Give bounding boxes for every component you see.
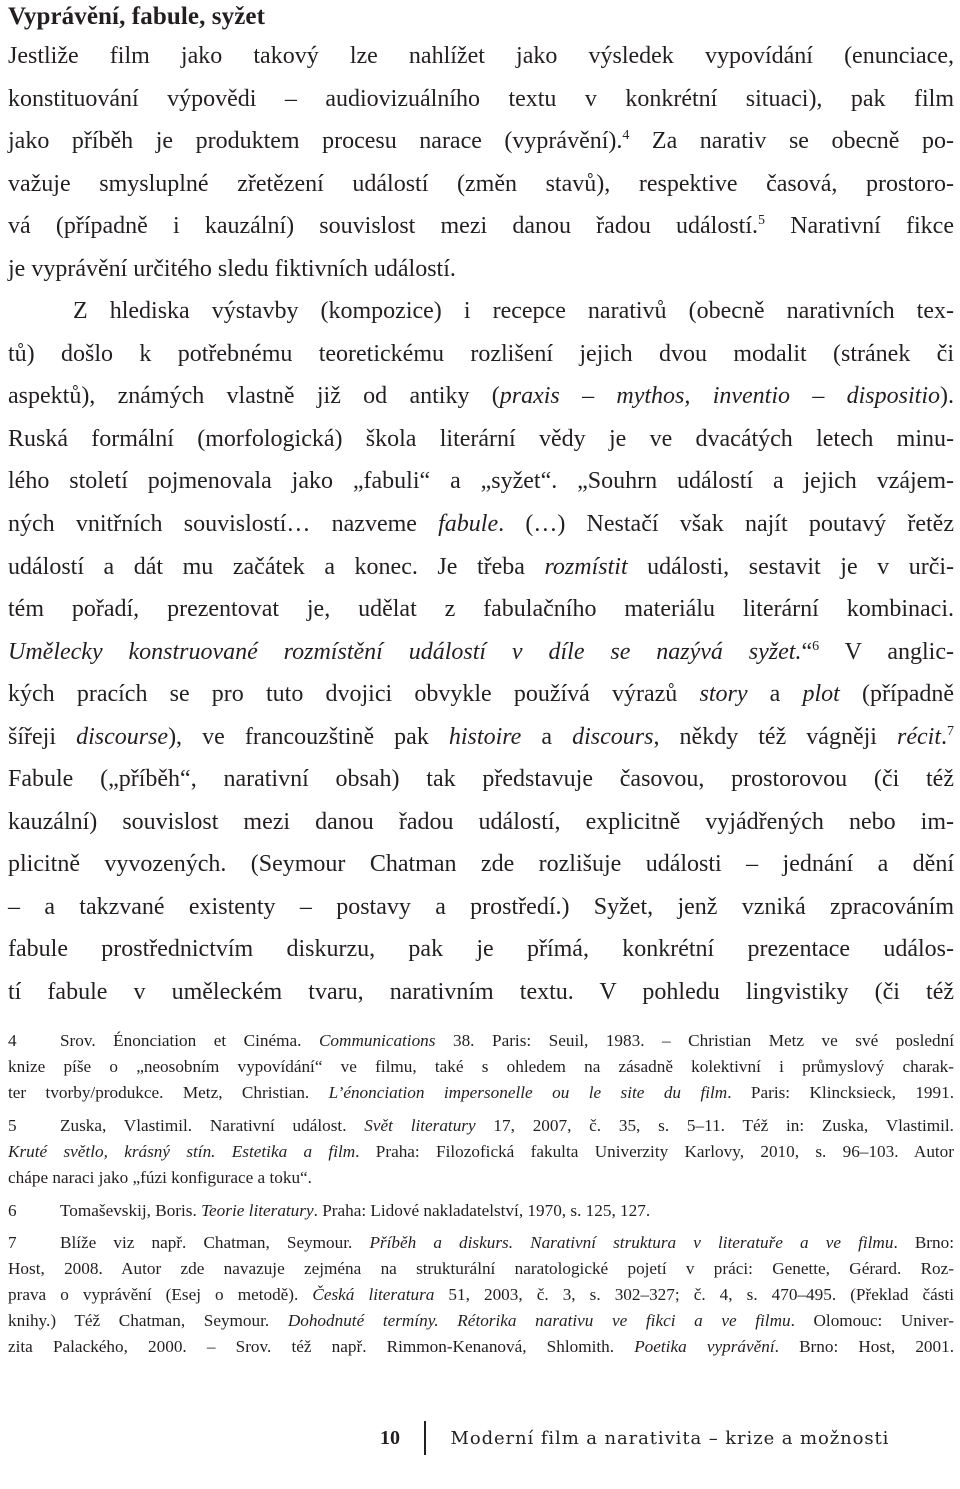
body-line: lého století pojmenovala jako „fabuli“ a „syžet“. „Souhrn událostí a jejich vzájem- (8, 468, 954, 495)
body-line: Fabule („příběh“, narativní obsah) tak představuje časovou, prostorovou (či též (8, 766, 954, 793)
body-line: tů) došlo k potřebnému teoretickému rozlišení jejich dvou modalit (stránek či (8, 340, 954, 367)
footnote-4: 4 Srov. Énonciation et Cinéma. Communications 38. Paris: Seuil, 1983. – Christian Metz ve své poslední knize píše o „neosobním vypovídání“ ve filmu, také s ohledem na zásadně kolektivní i průmyslový charak- ter tvorby/produkce. Metz, Christian. L’énonciation impersonelle ou le site du film. Paris: Klincksieck, 1991. (8, 1028, 954, 1106)
body-line: Ruská formální (morfologická) škola literární vědy je ve dvacátých letech minu- (8, 425, 954, 452)
footnote-7: 7 Blíže viz např. Chatman, Seymour. Příběh a diskurs. Narativní struktura v literatuře a ve filmu. Brno: Host, 2008. Autor zde navazuje zejména na strukturální naratologické pojetí v práci: Genette, Gérard. Roz- prava o vyprávění (Esej o metodě). Česká literatura 51, 2003, č. 3, s. 302–327; č. 4, s. 470–495. (Překlad části knihy.) Též Chatman, Seymour. Dohodnuté termíny. Rétorika narativu ve fikci a ve filmu. Olomouc: Univer- zita Palackého, 2000. – Srov. též např. Rimmon-Kenanová, Shlomith. Poetika vyprávění. Brno: Host, 2001. (8, 1230, 954, 1360)
body-line: Umělecky konstruované rozmístění událostí v díle se nazývá syžet.“$^6$ V anglic- (8, 638, 954, 665)
page-footer (380, 1421, 889, 1455)
body-line: važuje smysluplné zřetězení událostí (změn stavů), respektive časová, prostoro- (8, 170, 954, 197)
body-line: událostí a dát mu začátek a konec. Je třeba rozmístit události, sestavit je v urči- (8, 553, 955, 580)
footnote-5: 5 Zuska, Vlastimil. Narativní událost. Svět literatury 17, 2007, č. 35, s. 5–11. Též in: Zuska, Vlastimil. Kruté světlo, krásný stín. Estetika a film. Praha: Filozofická fakulta Univerzity Karlovy, 2010, s. 96–103. Autor chápe naraci jako „fúzi konfigurace a toku“. (8, 1113, 954, 1191)
footnote-number: 7 (8, 1233, 17, 1253)
footnote-ref: 7 (947, 723, 954, 739)
body-line: ných vnitřních souvislostí… nazveme fabule. (…) Nestačí však najít poutavý řetěz (8, 511, 954, 538)
section-heading: Vyprávění, fabule, syžet (8, 3, 266, 30)
footnote-6: 6 Tomaševskij, Boris. Teorie literatury. Praha: Lidové nakladatelství, 1970, s. 125, 127. (8, 1198, 954, 1224)
footnote-number: 5 (8, 1115, 17, 1135)
body-line: Z hlediska výstavby (kompozice) i recepce narativů (obecně narativních tex- (73, 298, 954, 325)
body-line: tém pořadí, prezentovat je, udělat z fabulačního materiálu literární kombinaci. (8, 596, 954, 623)
body-text (8, 35, 954, 1014)
running-title: Moderní film a narativita – krize a možnosti (450, 1427, 890, 1449)
footer-divider (424, 1421, 426, 1455)
page-number: 10 (380, 1426, 400, 1449)
body-line: kauzální) souvislost mezi danou řadou událostí, explicitně vyjádřených nebo im- (8, 808, 954, 835)
body-line: je vyprávění určitého sledu fiktivních událostí. (8, 255, 456, 282)
footnote-number: 4 (8, 1031, 17, 1050)
body-line: konstituování výpovědi – audiovizuálního textu v konkrétní situaci), pak film (8, 85, 954, 112)
body-line: vá (případně i kauzální) souvislost mezi danou řadou událostí.$^5$ Narativní fikce (8, 213, 954, 240)
body-line: plicitně vyvozených. (Seymour Chatman zde rozlišuje události – jednání a dění (8, 851, 954, 878)
body-line: jako příběh je produktem procesu narace (vyprávění).$^4$ Za narativ se obecně po- (8, 128, 954, 155)
body-line: tí fabule v uměleckém tvaru, narativním textu. V pohledu lingvistiky (či též (8, 979, 954, 1006)
body-line: aspektů), známých vlastně již od antiky (praxis – mythos, inventio – dispositio). (8, 383, 954, 410)
body-line: kých pracích se pro tuto dvojici obvykle používá výrazů story a plot (případně (8, 681, 954, 708)
body-line: šířeji discourse), ve francouzštině pak histoire a discours, někdy též vágněji récit.$^7$ (8, 723, 954, 750)
body-line: – a takzvané existenty – postavy a prostředí.) Syžet, jenž vzniká zpracováním (8, 893, 954, 920)
body-line: Jestliže film jako takový lze nahlížet jako výsledek vypovídání (enunciace, (8, 43, 954, 69)
footnotes (8, 1028, 954, 1367)
footnote-number: 6 (8, 1200, 17, 1220)
footnote-ref: 6 (812, 638, 820, 654)
footnote-ref: 5 (758, 213, 766, 229)
footnote-ref: 4 (622, 128, 630, 144)
body-line: fabule prostřednictvím diskurzu, pak je přímá, konkrétní prezentace událos- (8, 936, 954, 963)
